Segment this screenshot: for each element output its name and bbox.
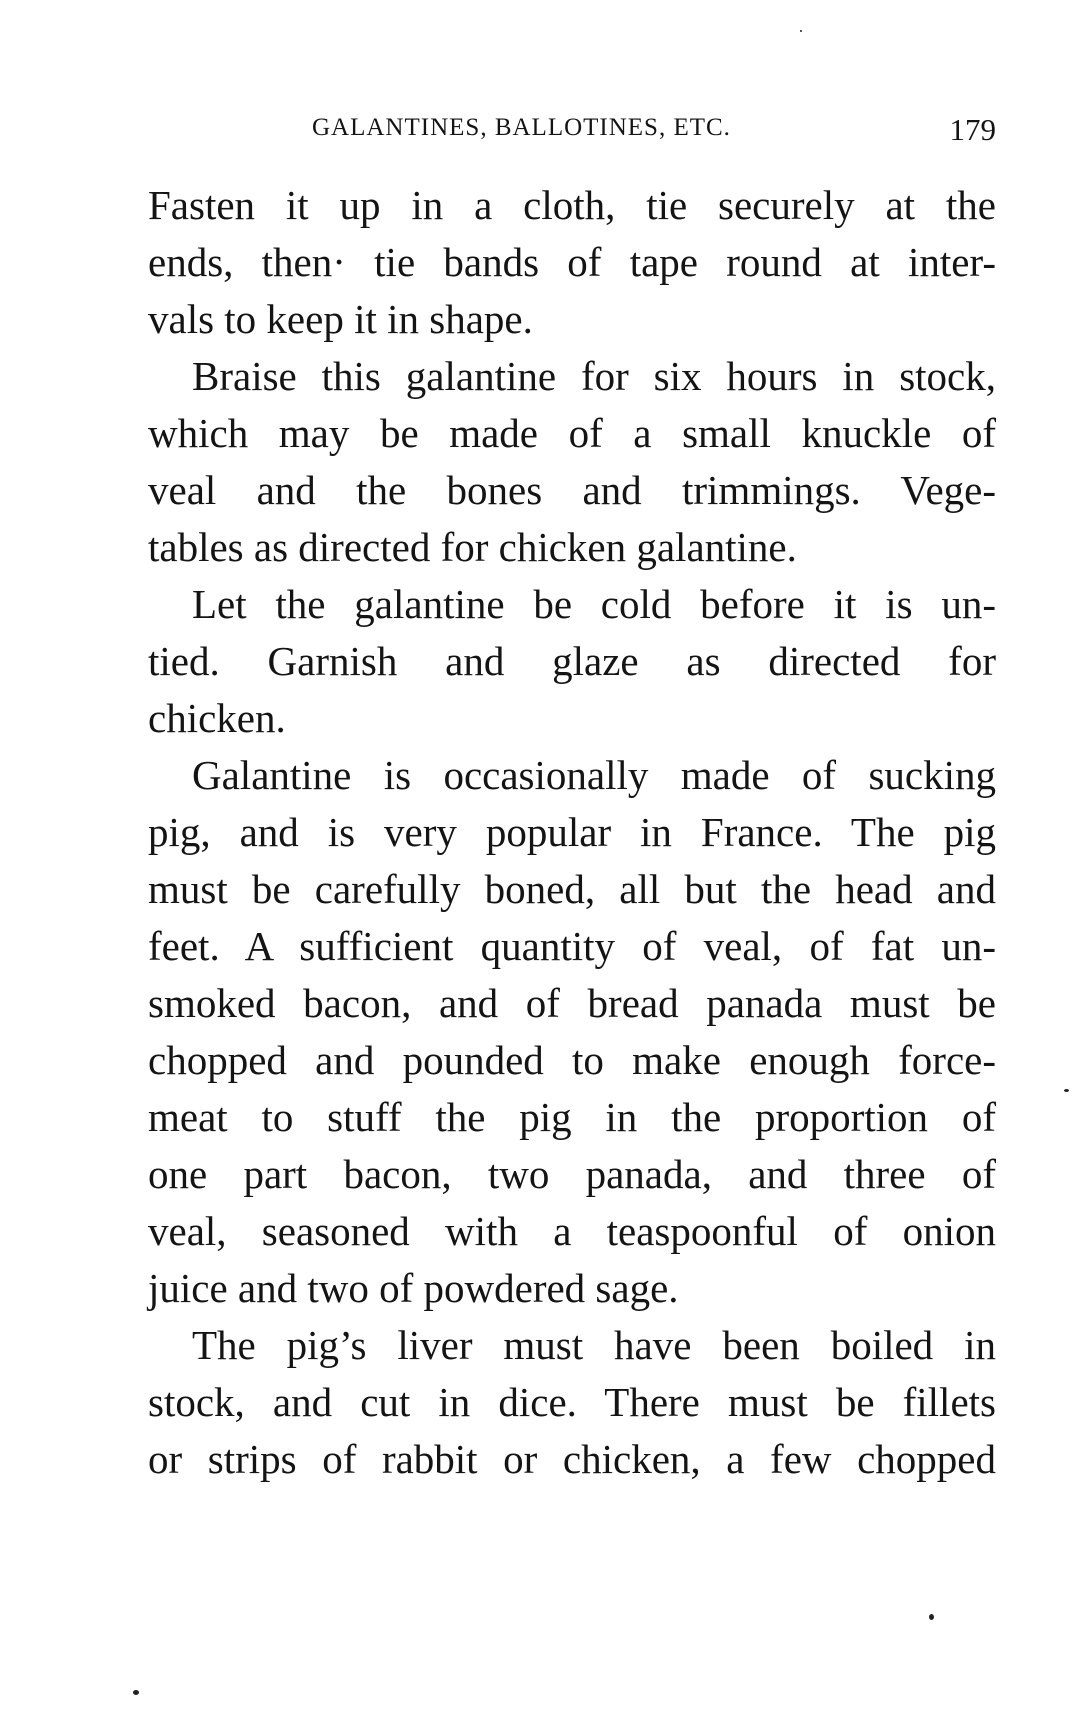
text-line: one part bacon, two panada, and three of xyxy=(148,1151,996,1197)
running-head xyxy=(148,112,996,152)
text-line: juice and two of powdered sage. xyxy=(148,1265,679,1311)
text-line: ends, then· tie bands of tape round at inter- xyxy=(148,239,996,285)
text-line: meat to stuff the pig in the proportion of xyxy=(148,1094,996,1140)
text-line: which may be made of a small knuckle of xyxy=(148,410,996,456)
ink-speck xyxy=(1064,1089,1069,1092)
text-line: Fasten it up in a cloth, tie securely at the xyxy=(148,182,996,228)
text-line: veal and the bones and trimmings. Vege- xyxy=(148,467,996,513)
text-line: Let the galantine be cold before it is un- xyxy=(192,581,996,627)
text-line: feet. A sufficient quantity of veal, of fat un- xyxy=(148,923,996,969)
text-line: must be carefully boned, all but the head and xyxy=(148,866,996,912)
ink-speck xyxy=(929,1614,934,1620)
text-line: veal, seasoned with a teaspoonful of onion xyxy=(148,1208,996,1254)
text-line: smoked bacon, and of bread panada must be xyxy=(148,980,996,1026)
text-line: tables as directed for chicken galantine. xyxy=(148,524,797,570)
text-line: chicken. xyxy=(148,695,286,741)
ink-speck xyxy=(133,1690,139,1695)
page-number: 179 xyxy=(949,112,996,147)
text-line: chopped and pounded to make enough force- xyxy=(148,1037,996,1083)
text-line: Braise this galantine for six hours in stock, xyxy=(192,353,996,399)
text-line: tied. Garnish and glaze as directed for xyxy=(148,638,996,684)
ink-speck xyxy=(800,30,802,32)
text-line: vals to keep it in shape. xyxy=(148,296,533,342)
running-title: GALANTINES, BALLOTINES, ETC. xyxy=(312,114,731,141)
text-line: or strips of rabbit or chicken, a few chopped xyxy=(148,1436,996,1482)
text-line: The pig’s liver must have been boiled in xyxy=(192,1322,996,1368)
text-line: stock, and cut in dice. There must be fillets xyxy=(148,1379,996,1425)
body-text xyxy=(148,177,996,1488)
text-line: pig, and is very popular in France. The pig xyxy=(148,809,996,855)
text-line: Galantine is occasionally made of sucking xyxy=(192,752,996,798)
